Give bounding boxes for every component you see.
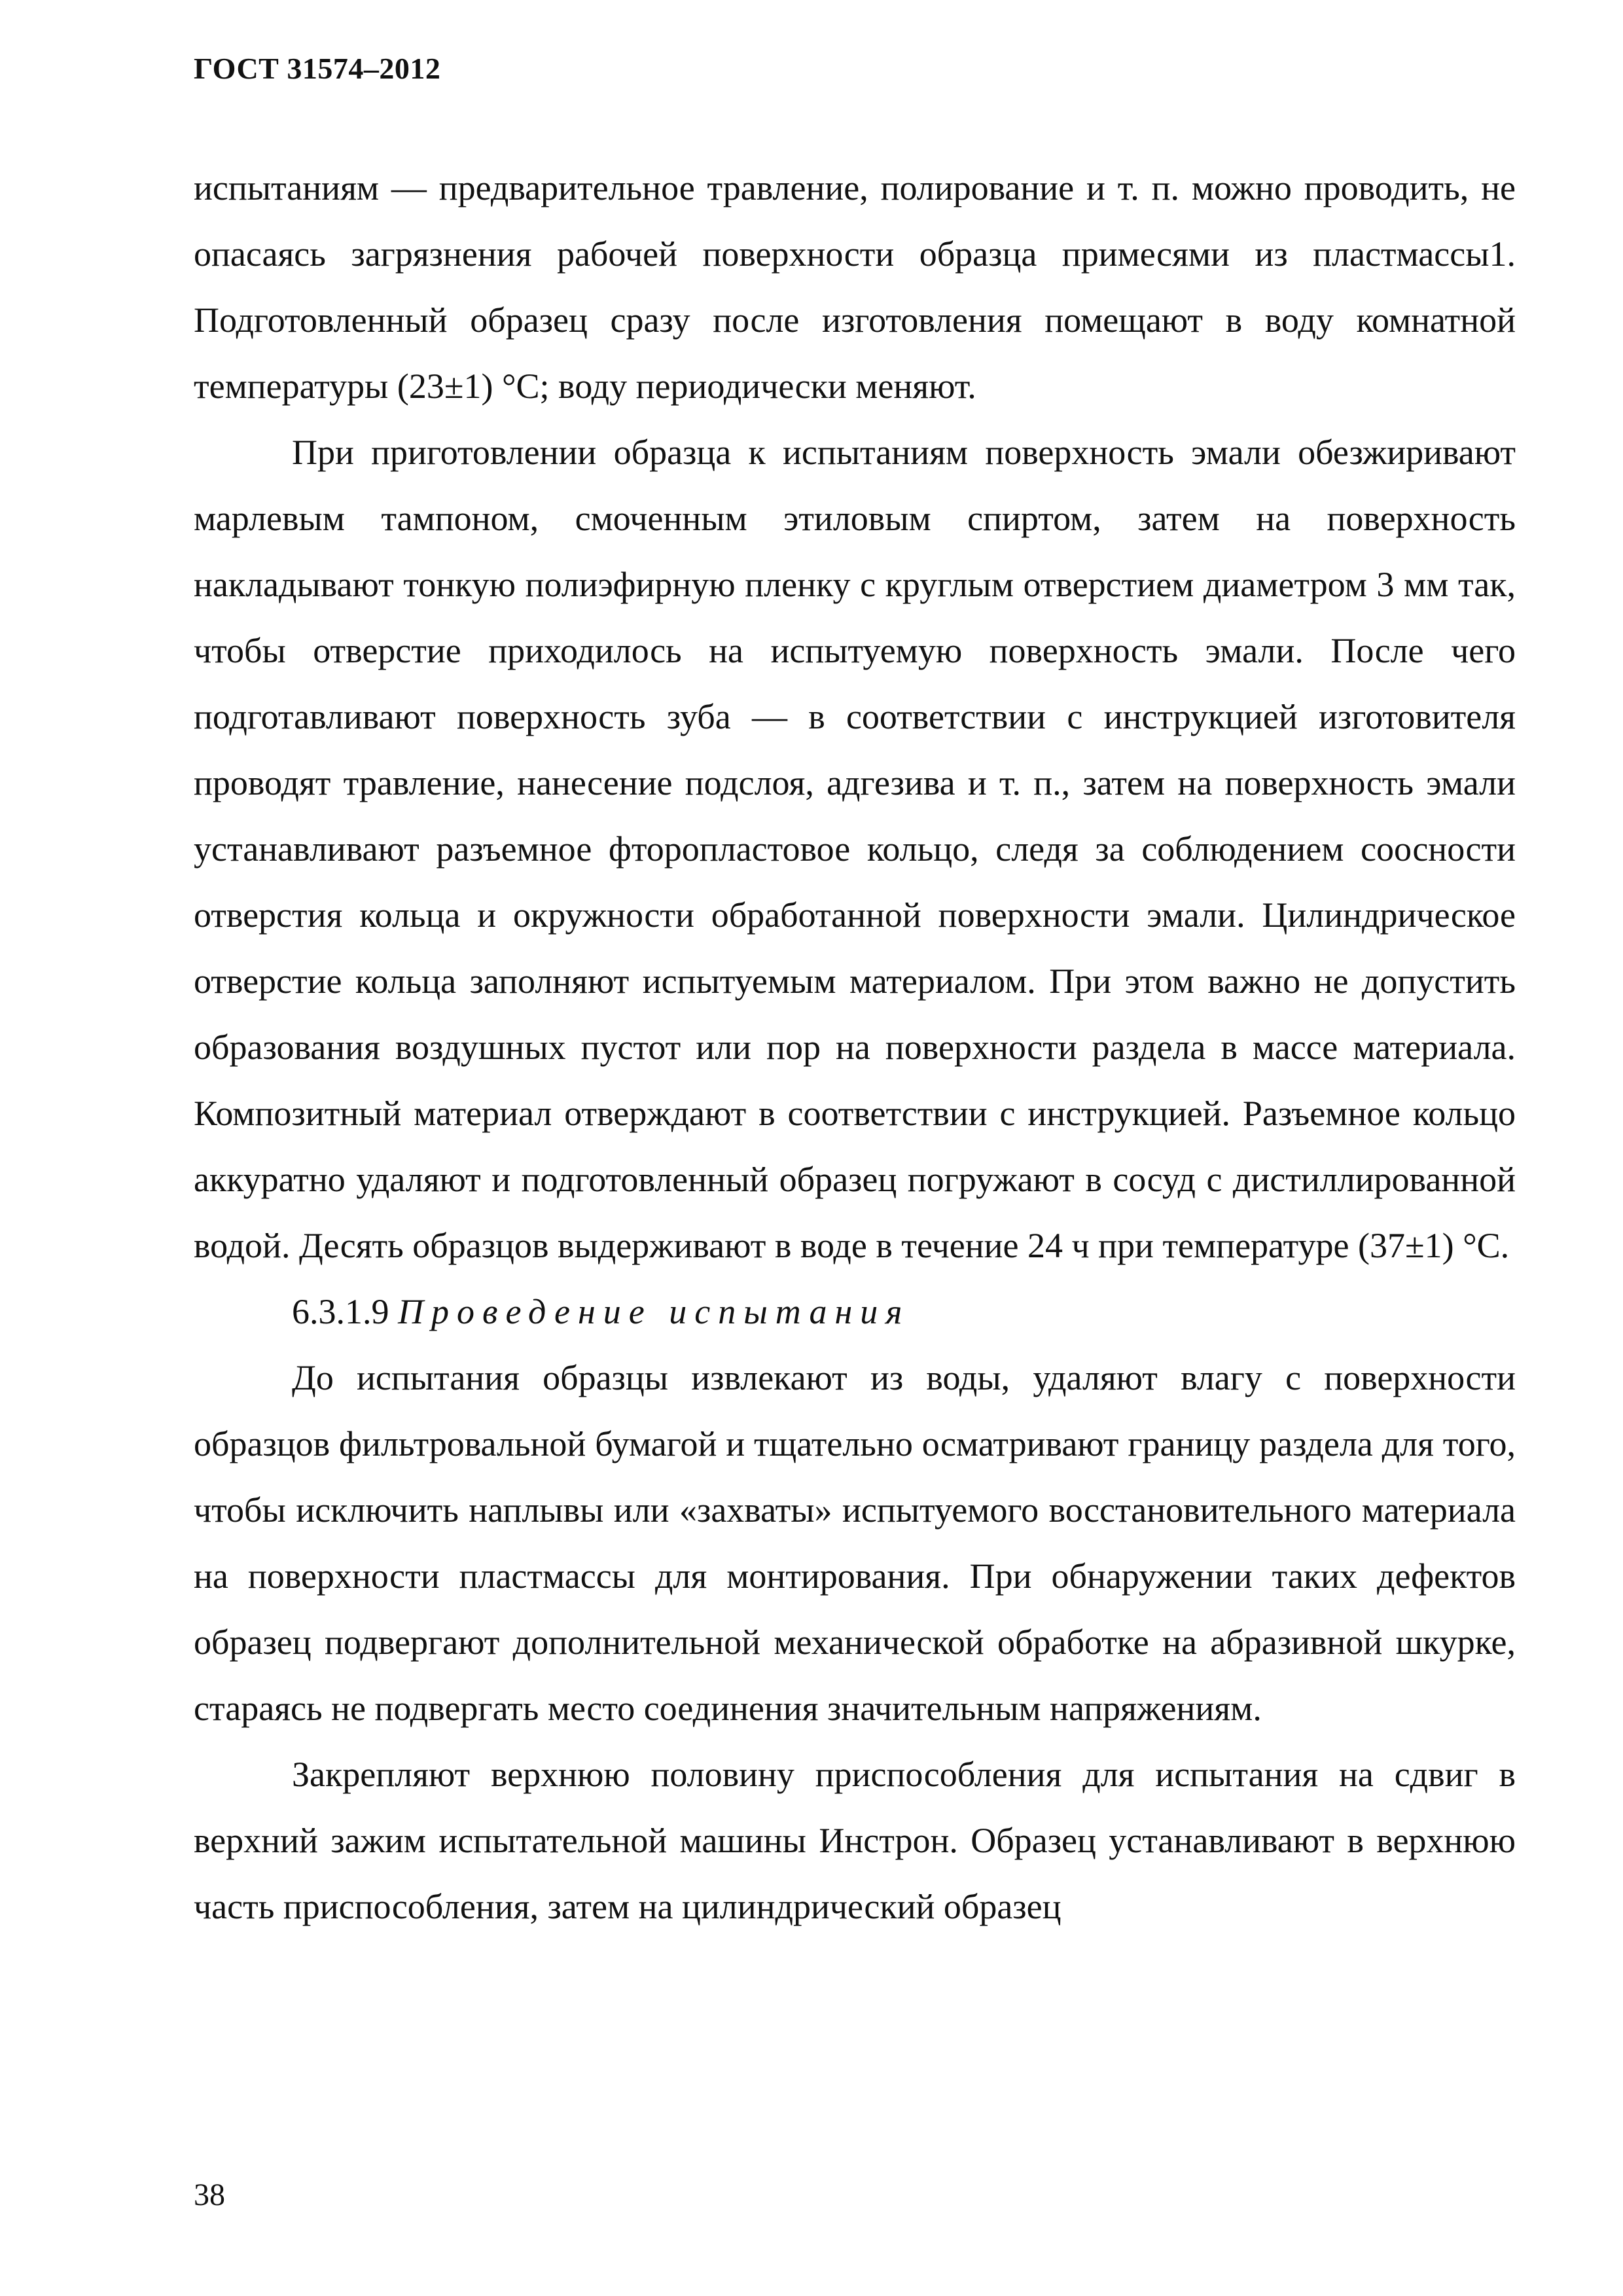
paragraph: До испытания образцы извлекают из воды, удаляют влагу с поверхности образцов фильтровальной бумагой и тщательно осматривают границу раздела для того, чтобы исключить наплывы или «захваты» испытуемого восстановительного материала на поверхности пластмассы для монтирования. При обнаружении таких дефектов образец подвергают дополнительной механической обработке на абразивной шкурке, стараясь не подвергать место соединения значительным напряжениям. [194, 1358, 1516, 1728]
section-heading [292, 1279, 910, 1345]
section-title: Проведение испытания [398, 1292, 910, 1331]
paragraph: Закрепляют верхнюю половину приспособления для испытания на сдвиг в верхний зажим испытательной машины Инстрон. Образец устанавливают в верхнюю часть приспособления, затем на цилиндрический образец [194, 1755, 1516, 1926]
paragraph: При приготовлении образца к испытаниям поверхность эмали обезжиривают марлевым тампоном, смоченным этиловым спиртом, затем на поверхность накладывают тонкую полиэфирную пленку с круглым отверстием диаметром 3 мм так, чтобы отверстие приходилось на испытуемую поверхность эмали. После чего подготавливают поверхность зуба — в соответствии с инструкцией изготовителя проводят травление, нанесение подслоя, адгезива и т. п., затем на поверхность эмали устанавливают разъемное фторопластовое кольцо, следя за соблюдением соосности отверстия кольца и окружности обработанной поверхности эмали. Цилиндрическое отверстие кольца заполняют испытуемым материалом. При этом важно не допустить образования воздушных пустот или пор на поверхности раздела в массе материала. Композитный материал отверждают в соответствии с инструкцией. Разъемное кольцо аккуратно удаляют и подготовленный образец погружают в сосуд с дистиллированной водой. Десять образцов выдерживают в воде в течение 24 ч при температуре (37±1) °С. [194, 433, 1516, 1265]
paragraph: испытаниям — предварительное травление, полирование и т. п. можно проводить, не опасаясь загрязнения рабочей поверхности образца примесями из пластмассы1. Подготовленный образец сразу после изготовления помещают в воду комнатной температуры (23±1) °С; воду периодически меняют. [194, 168, 1516, 406]
body-text-top [194, 155, 1516, 1279]
page-number: 38 [194, 2178, 225, 2212]
document-header: ГОСТ 31574–2012 [194, 52, 441, 85]
section-number: 6.3.1.9 [292, 1292, 389, 1331]
body-text-bottom [194, 1345, 1516, 1940]
